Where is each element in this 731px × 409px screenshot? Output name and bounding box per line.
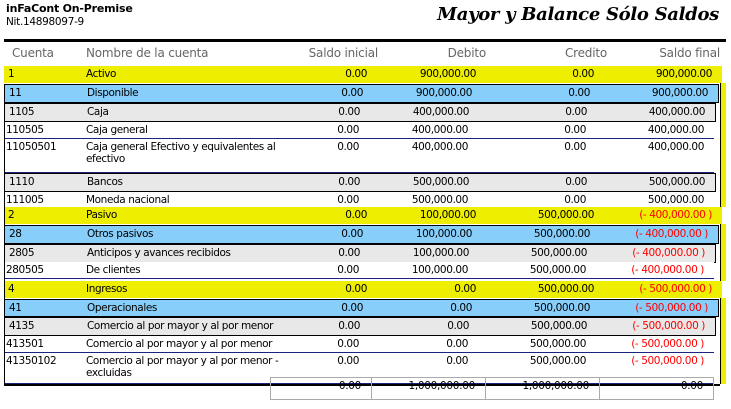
- cell-saldo-inicial: 0.00: [337, 355, 359, 367]
- cell-cuenta: 1105: [9, 106, 35, 118]
- cell-cuenta: 41: [9, 302, 22, 314]
- cell-nombre: Bancos: [87, 176, 123, 188]
- cell-cuenta: 41350102: [6, 355, 57, 367]
- cell-saldo-inicial: 0.00: [337, 141, 359, 153]
- cell-saldo-final: (- 400,000.00 ): [635, 228, 708, 240]
- cell-debito: 0.00: [454, 283, 476, 295]
- cell-debito: 100,000.00: [411, 264, 468, 276]
- totals-row: [270, 377, 714, 400]
- cell-nombre: Comercio al por mayor y al por menor - excluidas: [86, 355, 279, 379]
- cell-saldo-inicial: 0.00: [337, 194, 359, 206]
- header-divider: [4, 39, 726, 42]
- table-row[interactable]: [4, 122, 714, 139]
- table-row[interactable]: [4, 103, 716, 122]
- total-debito: 1,000,000.00: [371, 378, 485, 399]
- header-cuenta: Cuenta: [12, 46, 54, 60]
- cell-credito: 500,000.00: [529, 264, 586, 276]
- cell-saldo-final: 500,000.00: [647, 194, 704, 206]
- cell-nombre: Operacionales: [87, 302, 157, 314]
- cell-nombre: Caja general Efectivo y equivalentes al efectivo: [86, 141, 276, 165]
- total-credito: 1,000,000.00: [485, 378, 599, 399]
- cell-debito: 500,000.00: [412, 176, 469, 188]
- cell-nombre: Activo: [86, 68, 117, 80]
- group-side-bar: [720, 298, 726, 384]
- total-saldo-inicial: 0.00: [338, 380, 361, 392]
- cell-credito: 500,000.00: [537, 209, 594, 221]
- cell-cuenta: 413501: [6, 338, 44, 350]
- cell-debito: 400,000.00: [411, 141, 468, 153]
- cell-debito: 0.00: [446, 338, 468, 350]
- group-side-bar: [720, 224, 726, 281]
- cell-debito: 900,000.00: [419, 68, 476, 80]
- cell-saldo-final: 500,000.00: [648, 176, 705, 188]
- cell-credito: 500,000.00: [533, 302, 590, 314]
- cell-nombre: Comercio al por mayor y al por menor: [86, 338, 273, 350]
- cell-cuenta: 2: [8, 209, 15, 221]
- header-nombre: Nombre de la cuenta: [86, 46, 209, 60]
- cell-cuenta: 28: [9, 228, 22, 240]
- cell-cuenta: 1: [8, 68, 15, 80]
- cell-saldo-inicial: 0.00: [337, 264, 359, 276]
- cell-cuenta: 11050501: [6, 141, 57, 153]
- cell-debito: 500,000.00: [411, 194, 468, 206]
- cell-saldo-inicial: 0.00: [345, 68, 367, 80]
- cell-nombre: Moneda nacional: [86, 194, 170, 206]
- cell-credito: 500,000.00: [530, 320, 587, 332]
- table-row[interactable]: [4, 244, 716, 263]
- cell-saldo-final: 400,000.00: [647, 141, 704, 153]
- cell-credito: 500,000.00: [529, 338, 586, 350]
- cell-credito: 0.00: [565, 176, 587, 188]
- cell-saldo-inicial: 0.00: [341, 228, 363, 240]
- cell-debito: 400,000.00: [412, 106, 469, 118]
- cell-nombre: Ingresos: [86, 283, 128, 295]
- cell-debito: 0.00: [447, 320, 469, 332]
- group-side-bar: [720, 83, 726, 207]
- cell-debito: 400,000.00: [411, 124, 468, 136]
- cell-credito: 500,000.00: [530, 247, 587, 259]
- cell-cuenta: 11: [9, 87, 22, 99]
- cell-credito: 0.00: [568, 87, 590, 99]
- cell-credito: 500,000.00: [533, 228, 590, 240]
- cell-saldo-inicial: 0.00: [338, 176, 360, 188]
- cell-saldo-final: (- 500,000.00 ): [631, 338, 704, 350]
- cell-cuenta: 2805: [9, 247, 35, 259]
- table-left-border: [4, 84, 5, 384]
- header-credito: Credito: [564, 46, 607, 60]
- table-row[interactable]: [4, 139, 714, 173]
- cell-saldo-final: (- 500,000.00 ): [639, 283, 712, 295]
- cell-saldo-inicial: 0.00: [341, 302, 363, 314]
- cell-credito: 500,000.00: [529, 355, 586, 367]
- cell-saldo-inicial: 0.00: [338, 320, 360, 332]
- cell-cuenta: 111005: [6, 194, 44, 206]
- cell-debito: 100,000.00: [412, 247, 469, 259]
- cell-nombre: Caja general: [86, 124, 148, 136]
- cell-credito: 0.00: [572, 68, 594, 80]
- cell-saldo-inicial: 0.00: [345, 283, 367, 295]
- cell-debito: 0.00: [446, 355, 468, 367]
- cell-cuenta: 1110: [9, 176, 35, 188]
- cell-saldo-final: (- 500,000.00 ): [635, 302, 708, 314]
- table-row[interactable]: [4, 299, 719, 317]
- cell-saldo-final: 400,000.00: [648, 106, 705, 118]
- cell-nombre: Pasivo: [86, 209, 117, 221]
- cell-cuenta: 110505: [6, 124, 44, 136]
- cell-cuenta: 4: [8, 283, 15, 295]
- cell-nombre: Comercio al por mayor y al por menor: [87, 320, 274, 332]
- cell-debito: 0.00: [450, 302, 472, 314]
- table-row[interactable]: [4, 225, 719, 244]
- cell-saldo-final: (- 500,000.00 ): [632, 320, 705, 332]
- cell-saldo-inicial: 0.00: [337, 338, 359, 350]
- cell-saldo-final: 900,000.00: [655, 68, 712, 80]
- cell-saldo-inicial: 0.00: [338, 106, 360, 118]
- cell-credito: 500,000.00: [537, 283, 594, 295]
- cell-credito: 0.00: [564, 141, 586, 153]
- cell-debito: 100,000.00: [419, 209, 476, 221]
- table-header: [0, 46, 731, 64]
- cell-saldo-inicial: 0.00: [345, 209, 367, 221]
- cell-saldo-final: (- 500,000.00 ): [631, 355, 704, 367]
- table-row[interactable]: [4, 281, 722, 298]
- cell-saldo-inicial: 0.00: [338, 247, 360, 259]
- cell-nombre: De clientes: [86, 264, 141, 276]
- cell-saldo-final: (- 400,000.00 ): [632, 247, 705, 259]
- table-row[interactable]: [4, 336, 714, 353]
- cell-debito: 100,000.00: [415, 228, 472, 240]
- company-name: inFaCont On-Premise: [6, 2, 133, 15]
- cell-saldo-final: (- 400,000.00 ): [631, 264, 704, 276]
- company-nit: Nit.14898097-9: [6, 16, 84, 28]
- report-title: Mayor y Balance Sólo Saldos: [437, 4, 719, 25]
- cell-saldo-final: 400,000.00: [647, 124, 704, 136]
- table-row[interactable]: [4, 84, 719, 103]
- table-row[interactable]: [4, 317, 716, 336]
- cell-credito: 0.00: [564, 194, 586, 206]
- cell-cuenta: 280505: [6, 264, 44, 276]
- cell-nombre: Anticipos y avances recibidos: [87, 247, 231, 259]
- cell-saldo-inicial: 0.00: [341, 87, 363, 99]
- cell-nombre: Caja: [87, 106, 109, 118]
- cell-saldo-final: 900,000.00: [651, 87, 708, 99]
- cell-nombre: Disponible: [87, 87, 139, 99]
- total-saldo-final: 0.00: [599, 378, 713, 399]
- cell-nombre: Otros pasivos: [87, 228, 154, 240]
- cell-debito: 900,000.00: [415, 87, 472, 99]
- cell-cuenta: 4135: [9, 320, 35, 332]
- table-row[interactable]: [4, 262, 714, 279]
- cell-credito: 0.00: [565, 106, 587, 118]
- header-debito: Debito: [447, 46, 486, 60]
- table-row[interactable]: [4, 207, 722, 224]
- table-row[interactable]: [4, 66, 722, 83]
- header-saldo-final: Saldo final: [659, 46, 720, 60]
- table-row[interactable]: [4, 173, 716, 192]
- cell-saldo-inicial: 0.00: [337, 124, 359, 136]
- cell-saldo-final: (- 400,000.00 ): [639, 209, 712, 221]
- cell-credito: 0.00: [564, 124, 586, 136]
- header-saldo-inicial: Saldo inicial: [308, 46, 378, 60]
